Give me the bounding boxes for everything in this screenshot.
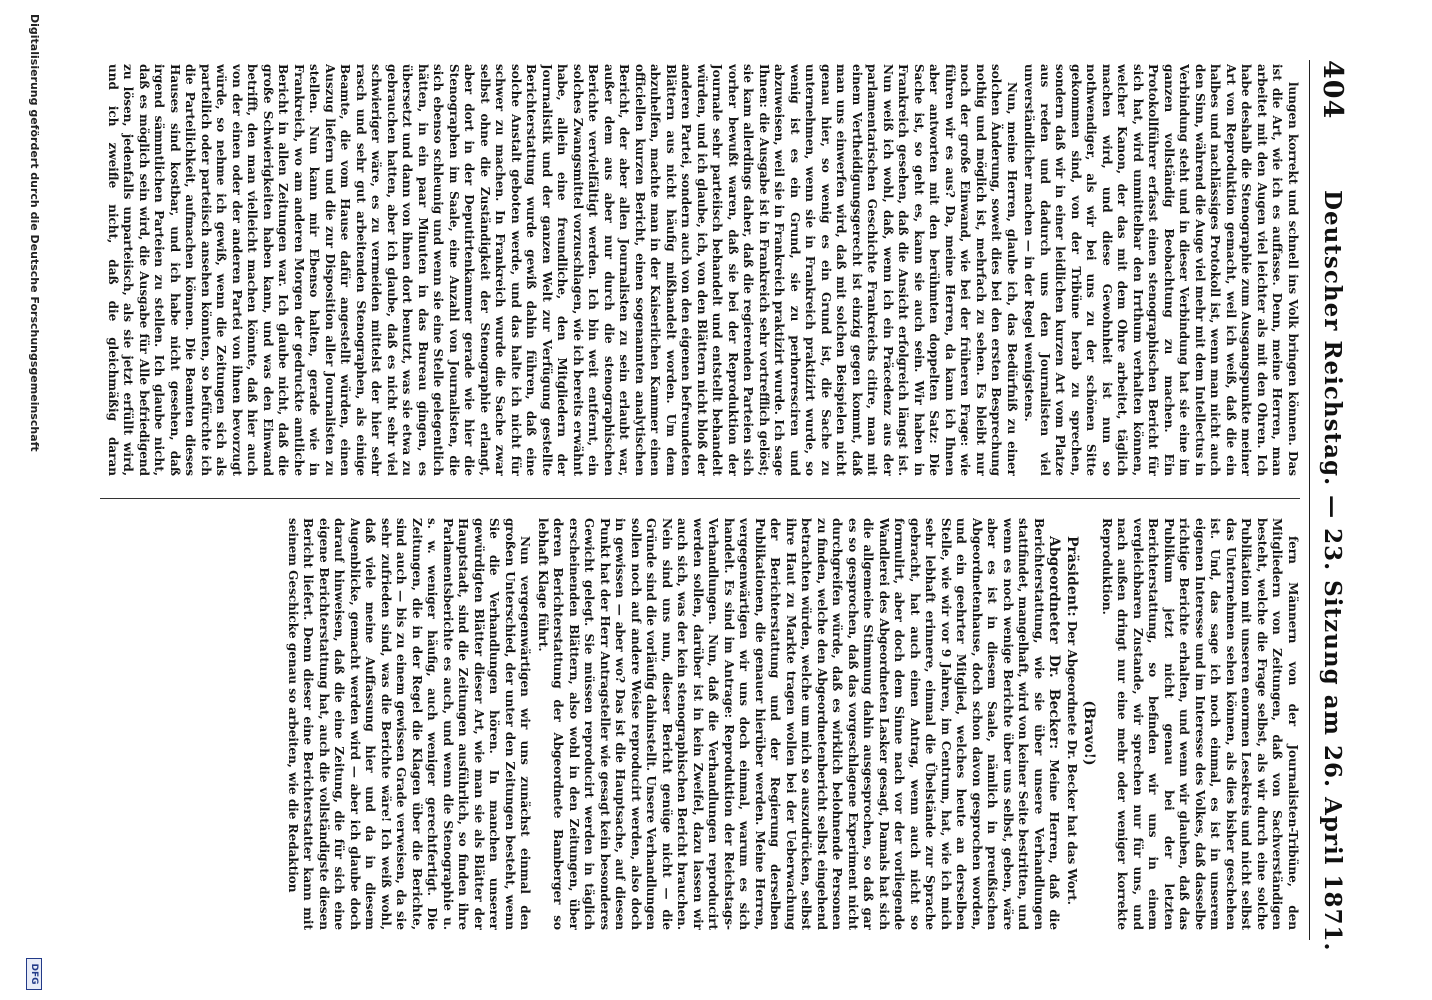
bravo-note: (Bravo!) xyxy=(1081,700,1098,766)
right-column xyxy=(105,518,1300,930)
digitization-note: Digitalisierung gefördert durch die Deutsche Forschungsgemeinschaft xyxy=(28,14,41,452)
left-column xyxy=(105,64,1300,476)
left-paragraph-2: Nun, meine Herren, glaube ich, das Bedürfniß zu einer solchen Änderung, soweit dies bei den ersten Besprechung nothig und möglich ist, mehrfach zu sehen. Es bleibt nur noch der große Einwand, wie bei der früheren Frage: wie führen wir es aus? Da, meine Herren, da kann ich Ihnen aber antworten mit den berühmten doppelten Satz: Die Sache ist, so geht es, kann sie auch sein. Wir haben in Frankreich gesehen, daß die Ansicht erfolgreich längst ist. Nun weiß ich wohl, daß, wenn ich ein Präcedenz aus der parlamentarischen Geschichte Frankreichs citire, man mit einem Vertheidigungsgerecht ist einzig gegen kommt, daß man uns einwerfen wird, daß mit solchen Beispielen nicht genau hier, so wenig es ein Grund ist, die Sache zu unternehmen, wenn sie in Frankreich praktizirt wurde, so wenig ist es ein Grund, sie zu perhorresciren und abzuweisen, weil sie in Frankreich praktizirt wurde. Ich sage Ihnen: die Ausgabe ist in Frankreich sehr vortrefflich gelöst; sie kam allerdings daher, daß die regierenden Parteien sich vorher bewußt waren, daß sie bei der Reproduktion der Journale sehr parteiisch behandelt und entstellt behandelt würden, und ich glaube, ich, von den Blättern nicht bloß der anderen Partei, sondern auch von den eigenen befreundeten Blättern aus nicht häufig mißhandelt worden. Um dem abzuhelfen, machte man in der Kaiserlichen Kammer einen officiellen kurzen Bericht, einen sogenannten analytischen Bericht, der aber allen Journalisten zu sein erlaubt war, außer dem aus aber nur durch die stenographischen Berichte vervielfältigt werden. Ich bin weit entfernt, ein solches Zwangsmittel vorzuschlagen, wie ich bereits erwähnt habe, allein eine freundliche, den Mitgliedern der Journalistik und der ganzen Welt zur Verfügung gestellte Berichterstattung wurde gewiß dahin führen, daß eine solche Anstalt geboten werde, und das halte ich nicht für schwer zu machen. In Frankreich wurde die Sache zwar selbst ohne die Zuständigkeit der Stenographie erlangt, aber dort in der Deputirtenkammer gerade wie hier die Stenographen im Saale, eine Anzahl von Journalisten, die sich ebenso schleunig und wenn sie eine Stelle gelegentlich hätten, in ein paar Minuten in das Bureau gingen, es übersetzt und dann von ihnen dort benutzt, was sie etwa zu gebrauchen hatten, aber ich glaube, daß es nicht sehr viel schwieriger wäre, es zu vermeiden mittelst der hier sehr rasch und sehr gut arbeitenden Stenographen, als einige Beamte, die vom Hause dafür angestellt würden, einen Auszug liefern und die zur Disposition aller Journalisten zu stellen. Nun kann mir Ebenso halten, gerade wie in Frankreich, wo am anderen Morgen der gedruckte amtliche Bericht in allen Zeitungen war. Ich glaube nicht, daß die große Schwierigkeiten haben kann, und was den Einwand betrifft, den man vielleicht machen könnte, daß hier auch von der einen oder der anderen Partei von ihnen bevorzugt würde, so nehme ich gewiß, wenn die Zeitungen sich als parteilich oder parteiisch ansehen könnten, so befürchte ich die Parteilichkeit, aufmachen können. Die Beamten dieses Hauses sind kostbar, und ich habe nicht gesehen, daß irgend sämmtlichen Parteien zu stellen. Ich glaube nicht, daß es möglich sein wird, die Ausgabe für Alle befriedigend zu lösen, jedenfalls unparteiisch, als sie jetzt erfüllt wird, und ich zweifle nicht, daß die gleichmäßig daran xyxy=(106,64,1019,476)
page-header xyxy=(1309,60,1350,952)
becker-text-1: Meine Herren, daß die Berichterstattung, wie sie über unsere Verhandlungen stattfindet, mangelhaft, wird von keiner Seite bestritten, und wenn es noch wenige Berichte über uns selbst, geben, wäre aber es ist in diesem Saale, nämlich in preußischen Abgeordnetenhause, doch schon davon gesprochen worden, und ein geehrter Mitglied, welches heute an derselben Stelle, wie wir vor 9 Jahren, im Centrum, hat, wie ich mich sehr lebhaft erinnere, einmal die Übelstände zur Sprache gebracht, hat auch einen Antrag, wenn auch nicht so formulirt, aber doch dem Sinne nach vor der vorliegende Wandlerei des Abgeordneten Lasker gesagt, Damals hat sich die allgemeine Stimmung dahin ausgesprochen, so daß gar es so gesprochen, daß das vorgeschlagene Experiment nicht durchgreifen würde, daß es wirklich belohnende Personen zu finden, welche den Abgeordnetenbericht selbst eingehend betrachten würden, welche um mich so auszudrücken, selbst ihre Haut zu Markte tragen wollen bei der Ueberwachung der Berichterstattung und der Regierung derselben Publikationen, die genauer hierüber werden. Meine Herren, vergegenwärtigen wir uns doch einmal, warum es sich handelt. Es sind im Antrage: Reproduktion der Reichstags-Verhandlungen. Nun, daß die Verhandlungen reproducirt werden sollen, darüber ist in kein Zweifel, dazu lassen wir auch sich, was der kein stenographischen Bericht brauchen. Nein sind uns nun, dieser Bericht genüge nicht — die Gründe sind die vorläufig dahinstellt. Unsere Verhandlungen sollen noch auf andere Weise reproducirt werden, also doch in gewissen — aber wo? Das ist die Hauptsache, auf diesen Punkt hat der Herr Antragsteller wie gesagt kein besonderes Gewicht gelegt. Sie müssen reproducirt werden in täglich erscheinenden Blättern, also wohl in den Zeitungen, über deren Berichterstattung der Abgeordnete Bamberger so lebhaft Klage führt. xyxy=(536,518,1062,930)
running-head: Deutscher Reichstag. — 23. Sitzung am 26. April 1871. xyxy=(1319,190,1346,952)
becker-paragraph-1 xyxy=(535,518,1062,930)
president-paragraph xyxy=(1064,518,1080,930)
dfg-logo-badge: DFG xyxy=(26,958,42,990)
president-text: Der Abgeordnete Dr. Becker hat das Wort. xyxy=(1065,620,1079,905)
right-intro-paragraph: fern Männern von der Journalisten-Tribüne, den Mitgliedern von Zeitungen, daß von Sachverständigen besteht, welche die Frage selbst, als wir durch eine solche Publikation mit unseren enormen Lesekreis und nicht selbst das Unternehmen sehen können, als dies bisher geschehen ist. Und, das sage ich noch einmal, es ist in unserem eigenen Interesse und im Interesse des Volkes, daß dasselbe richtige Berichte erhalten, und wenn wir glauben, daß das Publikum jetzt nicht genau bei der letzten Berichterstattung, so befinden wir uns in einem vergleichbaren Zustande, wir sprechen nur für uns, und nach außen dringt nur eine mehr oder weniger korrekte Reproduktion. xyxy=(1100,518,1300,930)
becker-paragraph-2: Nun vergegenwärtigen wir uns zunächst einmal den großen Unterschied, der unter den Zeitungen besteht, wenn Sie die Verhandlungen hören. In manchen unserer gewürdigten Blätter dieser Art, wie man sie als Blätter der Hauptstadt, sind die Zeitungen ausführlich, so finden ihre Parlamentsberichte es auch, und wenn die Stenographie u. s. w. weniger häufig, auch weniger gerechtfertigt. Die Zeitungen, die in der Regel die Klagen über die Berichte, sind auch — bis zu einem gewissen Grade verweisen, da sie sehr zufrieden sind, was die Berichte wäre! Ich weiß wohl, daß viele meine Auffassung hier und da in diesem Augenblicke, gemacht werden wird — aber ich glaube doch darauf hinweisen, daß die eine Zeitung, die für sich eine eigene Berichterstattung hat, auch die vollständigste diesen Bericht liefert. Denn dieser eine Berichterstatter kann mit seinem Geschicke genau so arbeiten, wie die Redaktion xyxy=(286,518,533,930)
becker-speaker: Abgeordneter Dr. Becker: xyxy=(1046,536,1063,750)
page-number: 404 xyxy=(1317,60,1348,120)
column-divider xyxy=(100,498,1300,499)
digitization-footer xyxy=(22,0,44,1000)
left-paragraph-1: lungen korrekt und schnell ins Volk bringen können. Das ist die Art, wie ich es auffasse. Denn, meine Herren, man arbeitet mit den Augen viel leichter als mit den Ohren. Ich habe deshalb die Stenographie zum Ausgangspunkte meiner Art von Reproduktion gemacht, weil ich weiß, daß die ein halbes und nachlässiges Protokoll ist, wenn man nicht auch den Sinn, während die Auge viel mehr mit dem Intellectus in Verbindung steht und in dieser Verbindung hat sie eine im ganzen vollständig Beobachtung zu machen. Ein Protokollführer erfasst einen stenographischen Bericht für sich hat, wird unmittelbar den Irrthum verhalten können, welcher Kanon, der das mit dem Ohre arbeitet, täglich machen wird, und diese Gewohnheit ist nun so nothwendiger, als wir bei uns zu der schönen Sitte gekommen sind, von der Tribüne herab zu sprechen, sondern daß wir in einer leidlichen kurzen Art vom Platze aus reden und dadurch uns den Journalisten viel unverständlicher machen — in der Regel wenigstens. xyxy=(1022,64,1300,476)
president-speaker: Präsident: xyxy=(1064,536,1080,617)
